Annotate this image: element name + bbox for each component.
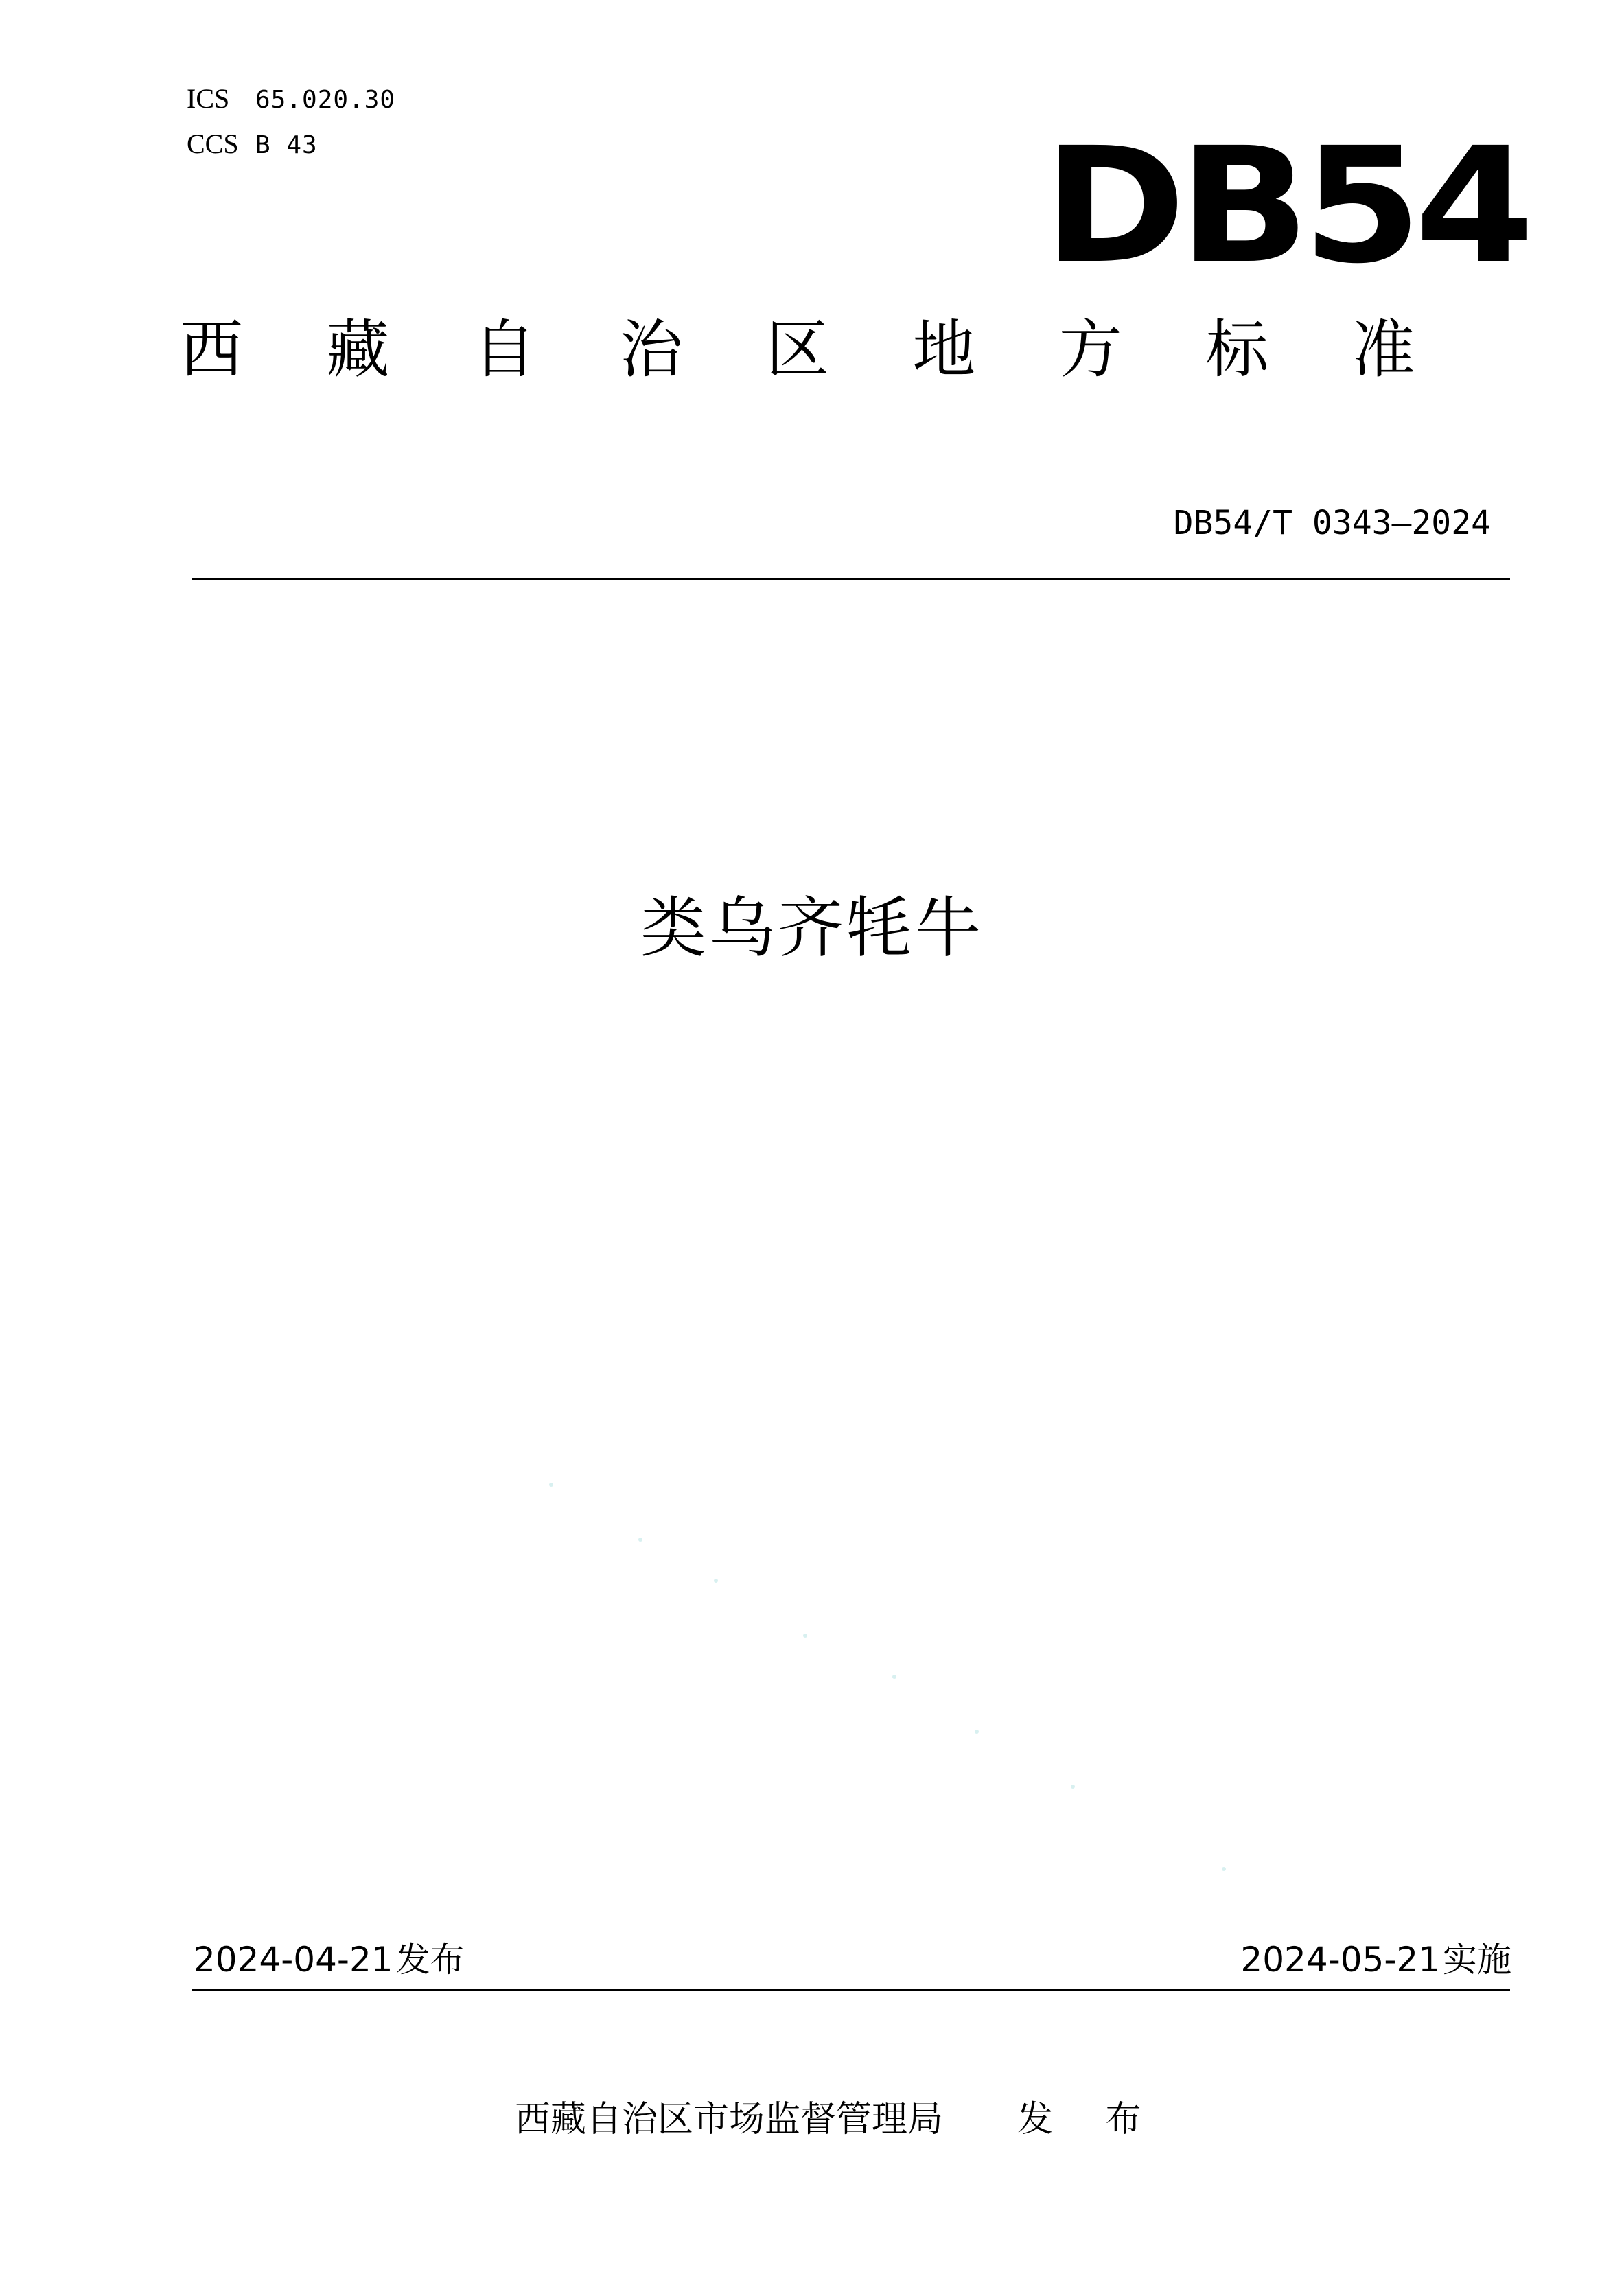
scan-speck bbox=[1071, 1785, 1075, 1789]
standard-type-char: 区 bbox=[765, 313, 829, 386]
scan-speck bbox=[975, 1730, 979, 1734]
standard-type-char: 自 bbox=[472, 313, 536, 386]
classification-codes bbox=[187, 77, 395, 167]
publish-date: 2024-04-21 bbox=[194, 1940, 393, 1980]
ics-code bbox=[187, 77, 395, 122]
standard-type-char: 标 bbox=[1205, 313, 1269, 386]
ccs-value: B 43 bbox=[255, 131, 318, 159]
scan-speck bbox=[638, 1538, 642, 1542]
ccs-label: CCS bbox=[187, 128, 239, 159]
scan-speck bbox=[714, 1579, 718, 1583]
scan-speck bbox=[803, 1634, 807, 1638]
standard-type-heading bbox=[180, 309, 1415, 391]
document-title: 类乌齐牦牛 bbox=[640, 890, 984, 966]
publish-date-line bbox=[194, 1936, 465, 1984]
standard-type-char: 地 bbox=[912, 313, 976, 386]
footer-divider bbox=[192, 1989, 1510, 1991]
db54-logo: DB54 bbox=[1043, 113, 1527, 299]
scan-speck bbox=[892, 1675, 896, 1679]
header-divider bbox=[192, 578, 1510, 580]
ics-label: ICS bbox=[187, 83, 230, 114]
standard-type-char: 方 bbox=[1058, 313, 1122, 386]
implement-date: 2024-05-21 bbox=[1240, 1940, 1440, 1980]
implement-word: 实施 bbox=[1443, 1940, 1511, 1980]
ccs-code bbox=[187, 122, 395, 167]
standard-number: DB54/T 0343—2024 bbox=[1173, 504, 1491, 542]
scan-speck bbox=[1222, 1867, 1226, 1871]
publish-word: 发布 bbox=[395, 1940, 465, 1980]
implement-date-line bbox=[1240, 1936, 1511, 1984]
publisher-line bbox=[515, 2094, 1162, 2146]
standard-type-char: 藏 bbox=[326, 313, 390, 386]
ics-value: 65.020.30 bbox=[255, 86, 396, 114]
publisher-name: 西藏自治区市场监督管理局 bbox=[515, 2099, 944, 2140]
standard-type-char: 治 bbox=[619, 313, 683, 386]
standard-type-char: 西 bbox=[180, 313, 244, 386]
standard-type-char: 准 bbox=[1352, 313, 1415, 386]
issue-word: 发 布 bbox=[1017, 2099, 1162, 2140]
scan-speck bbox=[549, 1483, 553, 1487]
